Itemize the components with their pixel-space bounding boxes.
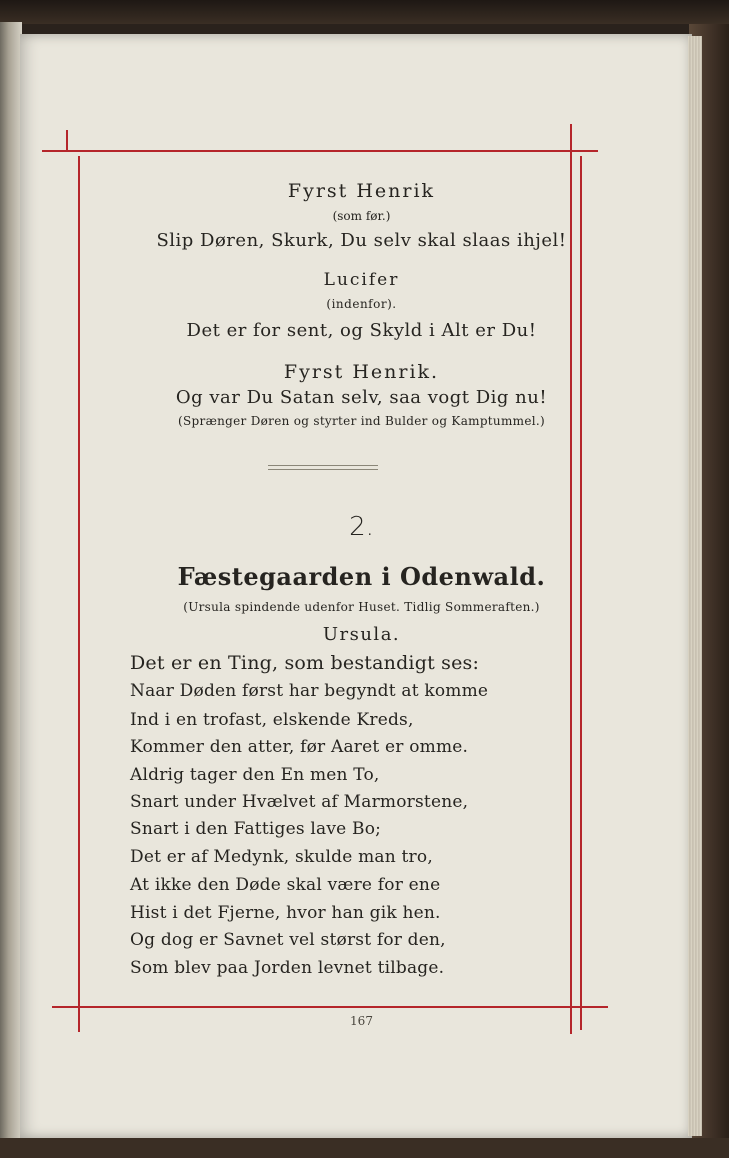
dialogue-line: Slip Døren, Skurk, Du selv skal slaas ihjel! — [156, 230, 567, 251]
book-top-edge — [0, 0, 729, 24]
verse-line: Det er en Ting, som bestandigt ses: — [130, 652, 480, 674]
dialogue-line: Og var Du Satan selv, saa vogt Dig nu! — [175, 387, 548, 408]
verse-line: Aldrig tager den En men To, — [130, 765, 380, 785]
speaker-fyrst-henrik: Fyrst Henrik — [287, 180, 436, 202]
frame-bottom-rule — [52, 1006, 608, 1008]
page-number: 167 — [350, 1014, 373, 1028]
section-separator — [268, 469, 378, 470]
speaker-lucifer: Lucifer — [323, 270, 400, 290]
stage-direction: (indenfor). — [326, 297, 397, 311]
stage-direction: (som før.) — [332, 209, 391, 223]
frame-top-rule — [42, 150, 598, 152]
speaker-ursula: Ursula. — [322, 624, 401, 645]
verse-line: Snart under Hvælvet af Marmorstene, — [130, 792, 469, 812]
verse-line: Naar Døden først har begyndt at komme — [130, 681, 489, 701]
frame-left-rule — [66, 130, 68, 150]
section-separator — [268, 465, 378, 466]
verse-line: Kommer den atter, før Aaret er omme. — [130, 737, 469, 757]
scene-stage-direction: (Ursula spindende udenfor Huset. Tidlig Sommeraften.) — [183, 600, 540, 614]
scene-number: 2. — [349, 512, 374, 542]
verse-line: Og dog er Savnet vel størst for den, — [130, 930, 446, 950]
verse-line: At ikke den Døde skal være for ene — [130, 875, 441, 895]
verse-line: Snart i den Fattiges lave Bo; — [130, 819, 382, 839]
book-bottom-edge — [0, 1138, 729, 1158]
speaker-fyrst-henrik: Fyrst Henrik. — [283, 361, 440, 383]
verse-line: Som blev paa Jorden levnet tilbage. — [130, 958, 445, 978]
verse-line: Ind i en trofast, elskende Kreds, — [130, 710, 414, 730]
scene-title: Fæstegaarden i Odenwald. — [177, 562, 546, 591]
verse-line: Hist i det Fjerne, hvor han gik hen. — [130, 903, 441, 923]
verse-line: Det er af Medynk, skulde man tro, — [130, 847, 433, 867]
dialogue-line: Det er for sent, og Skyld i Alt er Du! — [186, 320, 537, 341]
stage-direction: (Sprænger Døren og styrter ind Bulder og Kamptummel.) — [178, 414, 545, 428]
